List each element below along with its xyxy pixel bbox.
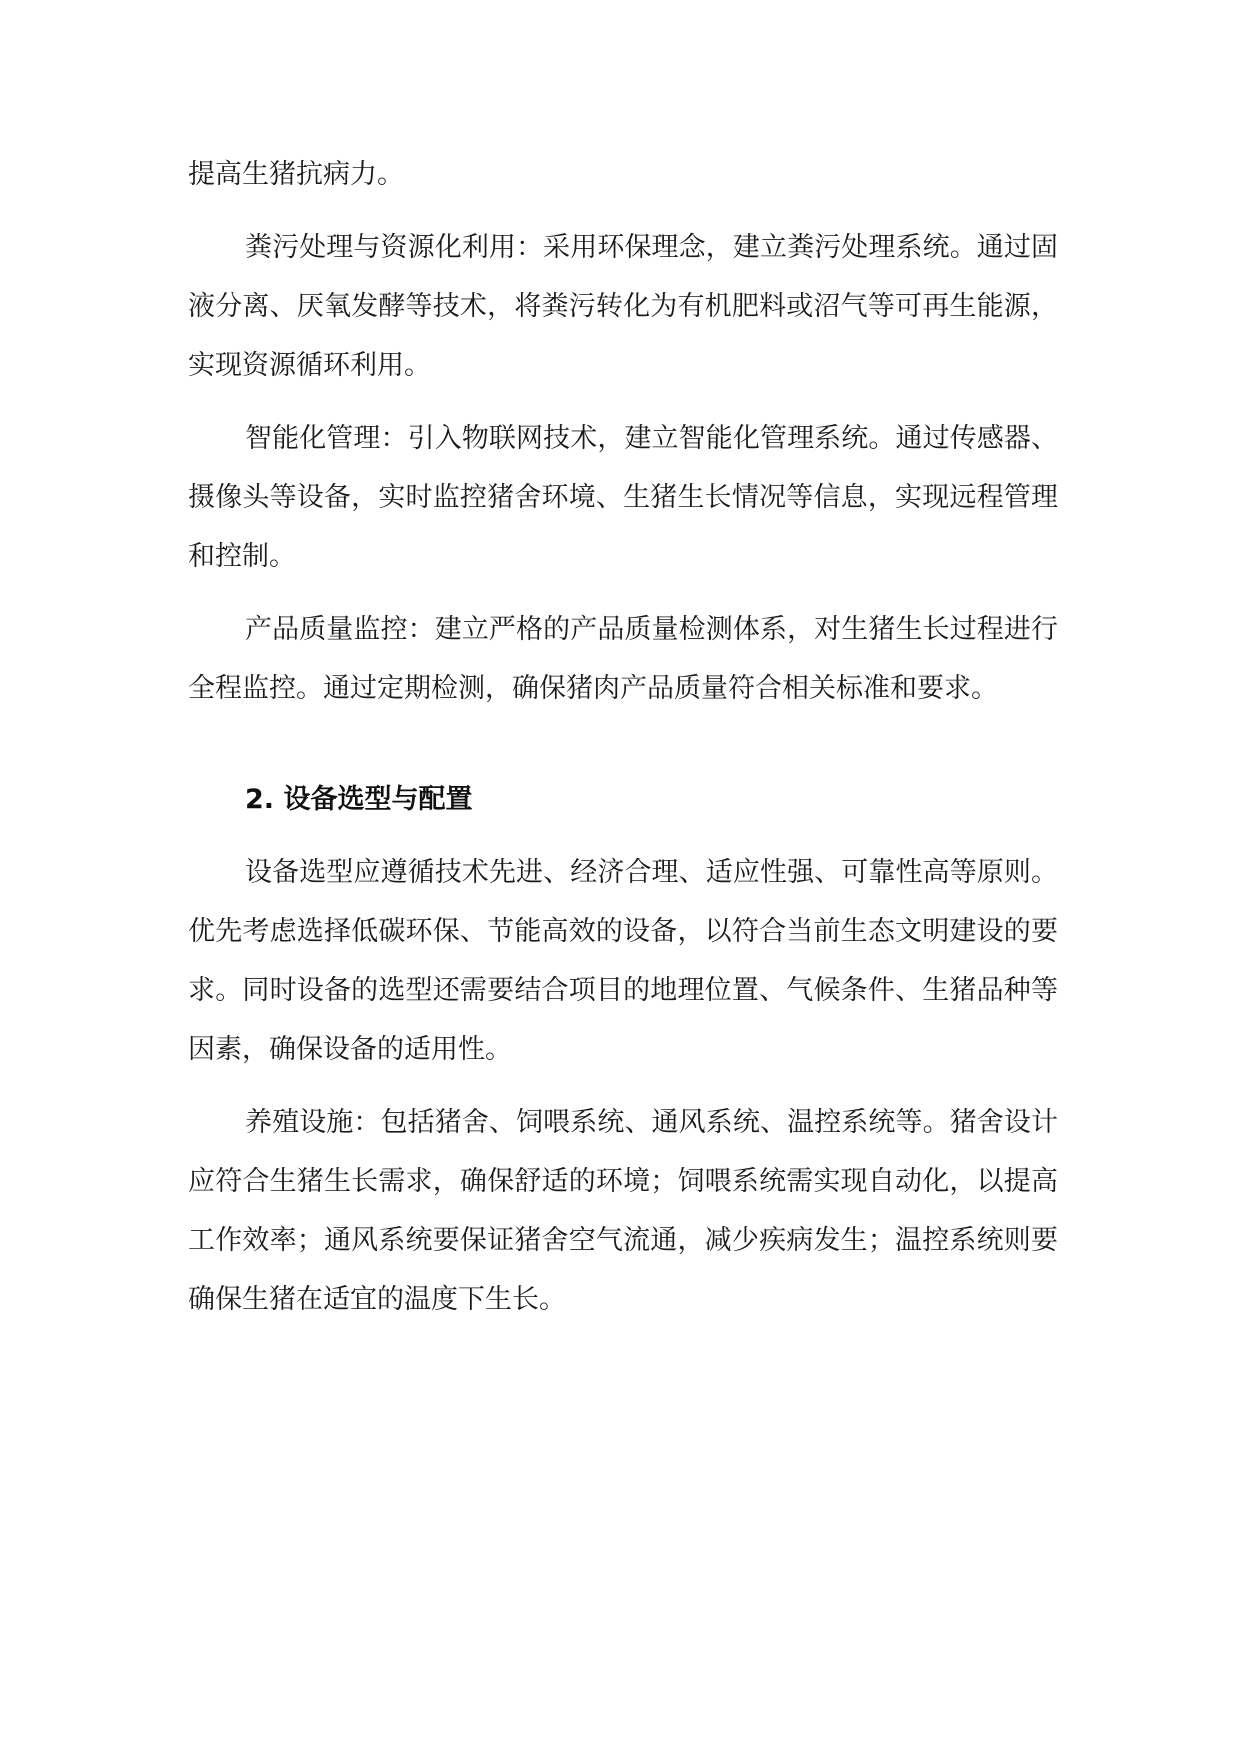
- paragraph-breeding-facilities: 养殖设施：包括猪舍、饲喂系统、通风系统、温控系统等。猪舍设计应符合生猪生长需求，确保舒适的环境；饲喂系统需实现自动化，以提高工作效率；通风系统要保证猪舍空气流通，减少疾病发生；温控系统则要确保生猪在适宜的温度下生长。: [188, 1107, 1058, 1315]
- paragraph-smart-management: 智能化管理：引入物联网技术，建立智能化管理系统。通过传感器、摄像头等设备，实时监控猪舍环境、生猪生长情况等信息，实现远程管理和控制。: [188, 423, 1058, 572]
- paragraph-quality-monitoring: 产品质量监控：建立严格的产品质量检测体系，对生猪生长过程进行全程监控。通过定期检测，确保猪肉产品质量符合相关标准和要求。: [188, 614, 1058, 704]
- paragraph-equipment-principles: 设备选型应遵循技术先进、经济合理、适应性强、可靠性高等原则。优先考虑选择低碳环保、节能高效的设备，以符合当前生态文明建设的要求。同时设备的选型还需要结合项目的地理位置、气候条件、生猪品种等因素，确保设备的适用性。: [188, 857, 1058, 1065]
- section-heading: 2. 设备选型与配置: [245, 784, 473, 815]
- document-body: [188, 145, 1058, 1329]
- paragraph-continuation: 提高生猪抗病力。: [188, 159, 404, 190]
- paragraph-manure-treatment: 粪污处理与资源化利用：采用环保理念，建立粪污处理系统。通过固液分离、厌氧发酵等技术，将粪污转化为有机肥料或沼气等可再生能源，实现资源循环利用。: [188, 232, 1058, 381]
